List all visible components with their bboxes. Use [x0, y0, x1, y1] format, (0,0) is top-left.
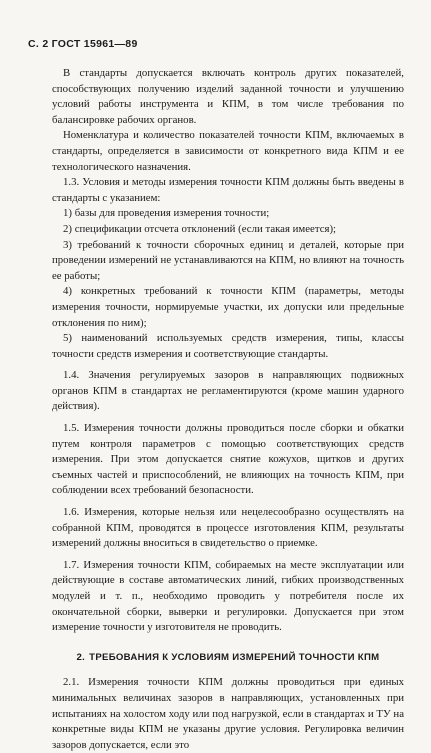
section-number: 2. [76, 651, 86, 663]
paragraph-intro: В стандарты допускается включать контроль других показателей, способствующих получению изделий заданной точности и улучшению условий работы инструмента и КПМ, в том числе требования по балансировке рабочих органов. [52, 67, 404, 126]
paragraph-1-3: 1.3. Условия и методы измерения точности КПМ должны быть введены в стандарты с указанием: [52, 176, 404, 204]
paragraph-1-7: 1.7. Измерения точности КПМ, собираемых на месте эксплуатации или действующие в составе автоматических линий, гибких производственных модулей и т. п., необходимо проводить у потребителя после их окончательной сборки, выверки и регулировки. Допускается при этом измерение точности у изготовителя не проводить. [52, 558, 404, 634]
paragraph-1-4: 1.4. Значения регулируемых зазоров в направляющих подвижных органов КПМ в стандартах не регламентируются (кроме машин ударного действия). [52, 369, 404, 413]
document-body [52, 66, 404, 753]
paragraph-1-5: 1.5. Измерения точности должны проводиться после сборки и обкатки путем контроля параметров с помощью соответствующих средств измерения. При этом допускается снятие кожухов, щитков и других съемных частей и приспособлений, не влияющих на точность КПМ, при соблюдении всех требований безопасности. [52, 422, 404, 497]
list-item-4: 4) конкретных требований к точности КПМ (параметры, методы измерения точности, нормируемые участки, их допуски или предельные отклонения по ним); [52, 285, 404, 329]
list-item-5: 5) наименований используемых средств измерения, типы, классы точности средств измерения и соответствующие стандарты. [52, 332, 404, 360]
section-title-text: ТРЕБОВАНИЯ К УСЛОВИЯМ ИЗМЕРЕНИЙ ТОЧНОСТИ КПМ [89, 651, 380, 663]
page-header: С. 2 ГОСТ 15961—89 [28, 38, 138, 50]
list-item-3: 3) требований к точности сборочных единиц и деталей, которые при проведении измерений не устанавливаются на КПМ, но влияют на точность ее работы; [52, 238, 404, 282]
paragraph-2-1: 2.1. Измерения точности КПМ должны проводиться при единых минимальных величинах зазоров в направляющих, установленных при испытаниях на холостом ходу или под нагрузкой, если в стандартах и ТУ на конкретные виды КПМ не указаны другие условия. Регулировка величин зазоров допускается, если это [52, 676, 404, 751]
list-item-1: 1) базы для проведения измерения точности; [63, 207, 270, 220]
paragraph-1-6: 1.6. Измерения, которые нельзя или нецелесообразно осуществлять на собранной КПМ, проводятся в процессе изготовления КПМ, результаты измерений должны вноситься в свидетельство о приемке. [52, 506, 404, 550]
list-item-2: 2) спецификации отсчета отклонений (если такая имеется); [63, 222, 337, 235]
section-heading [52, 650, 404, 666]
paragraph-nomenclature: Номенклатура и количество показателей точности КПМ, включаемых в стандарты, определяется в зависимости от конкретного вида КПМ и ее технологического назначения. [52, 129, 404, 173]
